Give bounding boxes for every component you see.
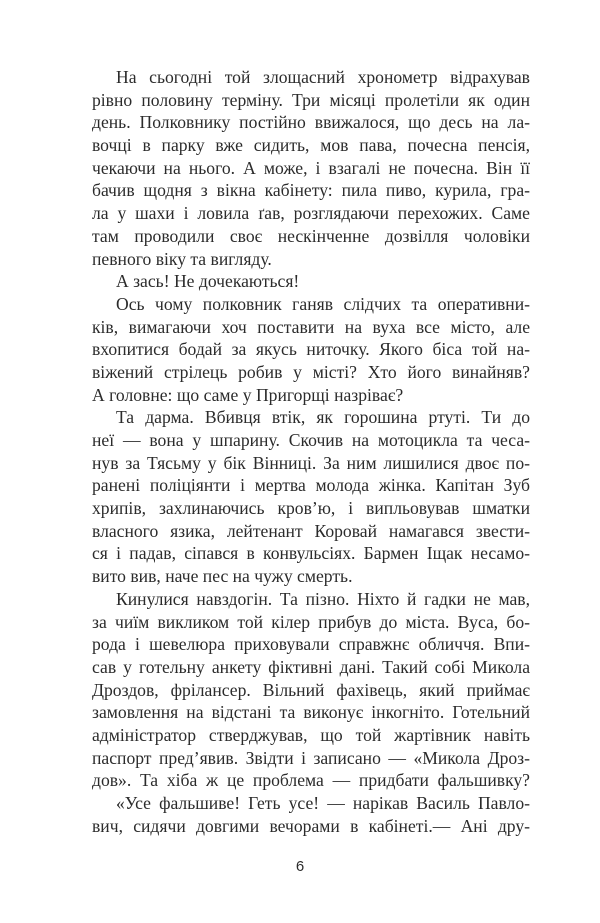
text-line: Ось чому полковник ганяв слідчих та оперативни- bbox=[116, 293, 530, 314]
text-line: бачив щодня з вікна кабінету: пила пиво, курила, гра- bbox=[92, 180, 530, 201]
text-line: замовлення на відстані та виконує інкогніто. Готельний bbox=[92, 702, 530, 723]
text-line: чекаючи на нього. А може, і взагалі не почесна. Він її bbox=[92, 157, 530, 178]
paragraph bbox=[92, 66, 530, 270]
text-line: вито вив, наче пес на чужу смерть. bbox=[92, 566, 353, 587]
text-line: власного язика, лейтенант Коровай намагався звести- bbox=[92, 520, 530, 541]
text-line: рівно половину терміну. Три місяці пролетіли як один bbox=[92, 89, 530, 110]
text-line: На сьогодні той злощасний хронометр відрахував bbox=[116, 67, 530, 87]
text-line: «Усе фальшиве! Геть усе! — нарікав Василь Павло- bbox=[116, 793, 530, 813]
text-line: ла у шахи і ловила ґав, розглядаючи перехожих. Саме bbox=[92, 203, 530, 224]
text-line: певного віку та вигляду. bbox=[92, 248, 272, 269]
text-line: сав у готельну анкету фіктивні дані. Такий собі Микола bbox=[92, 656, 530, 677]
text-line: там проводили своє нескінченне дозвілля чоловіки bbox=[92, 225, 530, 246]
text-line: А зась! Не дочекаються! bbox=[116, 271, 300, 292]
paragraph bbox=[92, 406, 530, 588]
text-line: Та дарма. Вбивця втік, як горошина ртуті. Ти до bbox=[116, 407, 530, 428]
body-text bbox=[92, 66, 530, 837]
text-line: хрипів, захлинаючись кров’ю, і випльовував шматки bbox=[92, 498, 530, 519]
text-line: за чиїм викликом той кілер прибув до міста. Вуса, бо- bbox=[92, 611, 530, 632]
text-line: паспорт пред’явив. Звідти і записано — «Микола Дроз- bbox=[92, 747, 530, 768]
text-line: Кинулися навздогін. Та пізно. Ніхто й гадки не мав, bbox=[116, 588, 530, 609]
text-line: неї — вона у шпарину. Скочив на мотоцикла та чеса- bbox=[92, 430, 530, 450]
page-number: 6 bbox=[295, 858, 305, 875]
text-line: ків, вимагаючи хоч поставити на вуха все місто, але bbox=[92, 316, 530, 337]
text-line: Дроздов, фрілансер. Вільний фахівець, який приймає bbox=[92, 679, 530, 700]
text-line: дов». Та хіба ж це проблема — придбати фальшивку? bbox=[92, 770, 530, 791]
text-line: нув за Тясьму у бік Вінниці. За ним лишилися двоє по- bbox=[92, 452, 530, 473]
text-line: адміністратор стверджував, що той жартівник навіть bbox=[92, 724, 530, 745]
text-line: А головне: що саме у Пригорщі назріває? bbox=[92, 384, 404, 405]
paragraph bbox=[92, 588, 530, 792]
paragraph bbox=[92, 270, 530, 293]
text-line: ся і падав, сіпався в конвульсіях. Бармен Іщак несамо- bbox=[92, 543, 530, 564]
text-line: рода і шевелюра приховували справжнє обличчя. Впи- bbox=[92, 634, 530, 655]
text-line: ранені поліціянти і мертва молода жінка. Капітан Зуб bbox=[92, 475, 530, 496]
text-line: вхопитися бодай за якусь ниточку. Якого біса той на- bbox=[92, 339, 530, 360]
text-line: вочці в парку вже сидить, мов пава, почесна пенсія, bbox=[92, 135, 530, 156]
text-line: день. Полковнику постійно ввижалося, що десь на ла- bbox=[92, 112, 530, 133]
text-line: віжений стрілець робив у місті? Хто його винайняв? bbox=[92, 361, 530, 382]
text-line: вич, сидячи довгими вечорами в кабінеті.— Ані дру- bbox=[92, 815, 530, 836]
paragraph bbox=[92, 792, 530, 837]
paragraph bbox=[92, 293, 530, 406]
